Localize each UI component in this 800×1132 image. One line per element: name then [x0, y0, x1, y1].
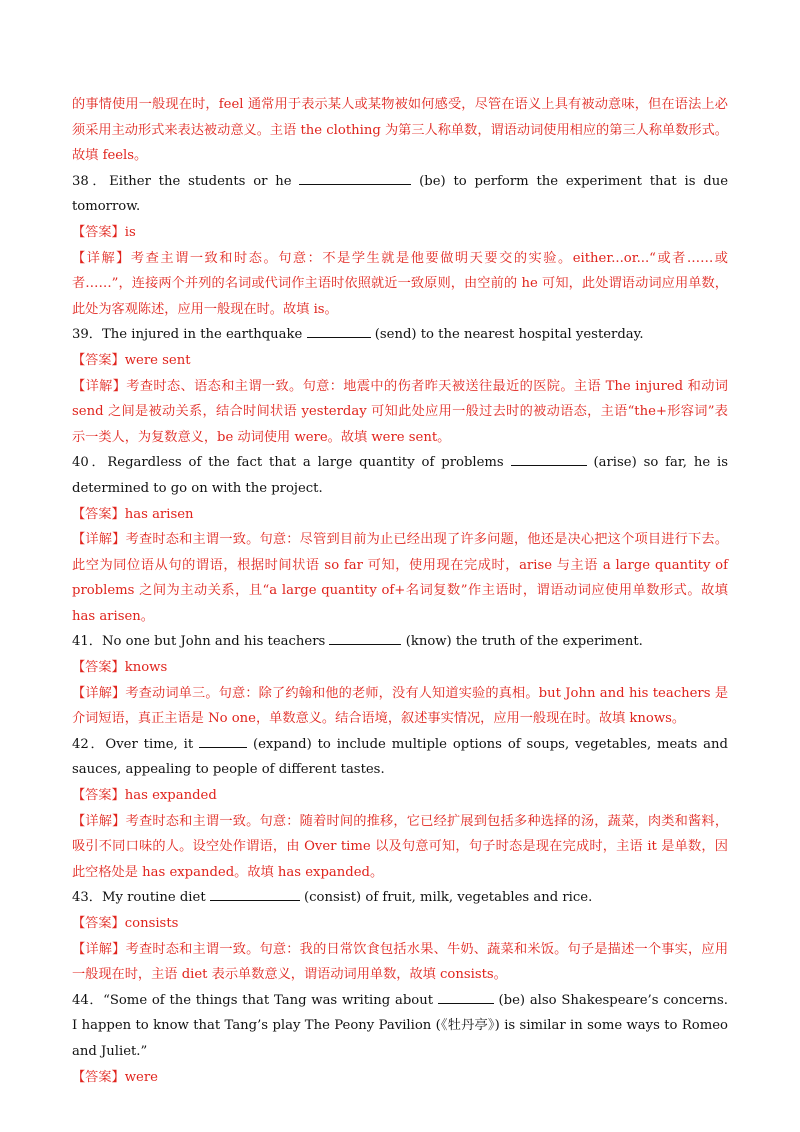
answer-line: [72, 783, 728, 809]
question-text-before: Regardless of the fact that a large quantity of problems: [107, 455, 504, 471]
question-44: [72, 988, 728, 1065]
answer-blank[interactable]: [299, 172, 411, 185]
answer-value: knows: [124, 660, 168, 676]
detail-label: 【详解】: [72, 532, 126, 548]
answer-value: has expanded: [124, 788, 217, 804]
question-number: 38．: [72, 173, 110, 189]
answer-line: [72, 348, 728, 374]
question-text-after: (be) also Shakespeare’s concerns. I happen to know that Tang’s play The Peony Pavilion (《牡丹亭》) is similar in some ways to Romeo and Juliet.”: [72, 992, 729, 1059]
question-number: 44．: [72, 992, 104, 1008]
question-text-after: (arise) so far, he is determined to go on with the project.: [72, 455, 729, 496]
answer-label: 【答案】: [72, 352, 125, 368]
answer-line: [72, 655, 728, 681]
question-list: [72, 169, 728, 1090]
answer-label: 【答案】: [72, 660, 125, 676]
question-number: 43．: [72, 890, 102, 906]
detail-text: 考查动词单三。句意：除了约翰和他的老师，没有人知道实验的真相。but John and his teachers 是介词短语，真正主语是 No one，单数意义。结合语境，叙述事实情况，应用一般现在时。故填 knows。: [72, 685, 729, 727]
document-page: [72, 92, 728, 1090]
answer-line: [72, 502, 728, 528]
detail-label: 【详解】: [72, 941, 126, 957]
answer-value: were: [124, 1069, 158, 1085]
question-41: [72, 629, 728, 655]
intro-explanation: 的事情使用一般现在时，feel 通常用于表示某人或某物被如何感受，尽管在语义上具有被动意味，但在语法上必须采用主动形式来表达被动意义。主语 the clothing 为第三人称单数，谓语动词使用相应的第三人称单数形式。故填 feels。: [72, 97, 728, 164]
answer-label: 【答案】: [72, 506, 125, 522]
detail-explanation: [72, 246, 728, 323]
question-43: [72, 885, 728, 911]
answer-label: 【答案】: [72, 1069, 125, 1085]
answer-label: 【答案】: [72, 788, 125, 804]
question-text-after: (know) the truth of the experiment.: [405, 634, 643, 650]
detail-text: 考查时态和主谓一致。句意：我的日常饮食包括水果、牛奶、蔬菜和米饭。句子是描述一个事实，应用一般现在时，主语 diet 表示单数意义，谓语动词用单数，故填 consists。: [72, 941, 729, 983]
detail-text: 考查时态和主谓一致。句意：尽管到目前为止已经出现了许多问题，他还是决心把这个项目进行下去。此空为同位语从句的谓语，根据时间状语 so far 可知，使用现在完成时，arise 与主语 a large quantity of problems 之间为主动关系，且“a large quantity of+名词复数”作主语时，谓语动词应使用单数形式。故填 has arisen。: [72, 532, 729, 624]
detail-text: 考查时态、语态和主谓一致。句意：地震中的伤者昨天被送往最近的医院。主语 The injured 和动词 send 之间是被动关系，结合时间状语 yesterday 可知此处应用一般过去时的被动语态，主语“the+形容词”表示一类人，为复数意义，be 动词使用 were。故填 were sent。: [72, 378, 728, 445]
detail-explanation: [72, 681, 728, 732]
answer-blank[interactable]: [199, 735, 247, 748]
question-text-before: Over time, it: [105, 736, 194, 752]
answer-blank[interactable]: [307, 325, 371, 338]
question-42: [72, 732, 728, 783]
question-text-after: (be) to perform the experiment that is due tomorrow.: [72, 173, 728, 215]
answer-value: has arisen: [124, 506, 194, 522]
answer-line: [72, 1065, 728, 1091]
detail-label: 【详解】: [72, 250, 131, 266]
detail-explanation: [72, 937, 728, 988]
detail-label: 【详解】: [72, 685, 126, 701]
answer-value: is: [124, 224, 136, 240]
detail-explanation: [72, 809, 728, 886]
answer-line: [72, 911, 728, 937]
detail-text: 考查时态和主谓一致。句意：随着时间的推移，它已经扩展到包括多种选择的汤，蔬菜，肉类和酱料，吸引不同口味的人。设空处作谓语，由 Over time 以及句意可知，句子时态是现在完成时，主语 it 是单数，因此空格处是 has expanded。故填 has expanded。: [72, 813, 729, 880]
question-number: 40．: [72, 455, 108, 471]
answer-value: were sent: [124, 352, 191, 368]
question-text-after: (expand) to include multiple options of soups, vegetables, meats and sauces, appealing to people of different tastes.: [72, 736, 728, 778]
answer-label: 【答案】: [72, 224, 125, 240]
question-number: 39．: [72, 327, 102, 343]
answer-blank[interactable]: [438, 991, 494, 1004]
detail-explanation: [72, 374, 728, 451]
detail-explanation: [72, 527, 728, 629]
question-40: [72, 450, 728, 501]
answer-blank[interactable]: [511, 453, 587, 466]
detail-label: 【详解】: [72, 813, 126, 829]
question-text-before: No one but John and his teachers: [101, 634, 326, 650]
detail-text: 考查主谓一致和时态。句意：不是学生就是他要做明天要交的实验。either...or...“或者……或者……”，连接两个并列的名词或代词作主语时依照就近一致原则，由空前的 he 可知，此处谓语动词应用单数，此处为客观陈述，应用一般现在时。故填 is。: [72, 250, 728, 317]
question-text-before: “Some of the things that Tang was writing about: [103, 992, 433, 1008]
question-text-after: (consist) of fruit, milk, vegetables and rice.: [304, 890, 593, 906]
question-38: [72, 169, 728, 220]
answer-label: 【答案】: [72, 916, 125, 931]
question-text-before: My routine diet: [101, 890, 206, 906]
question-text-after: (send) to the nearest hospital yesterday.: [374, 327, 644, 343]
question-number: 42．: [72, 736, 106, 752]
question-39: [72, 322, 728, 348]
detail-label: 【详解】: [72, 378, 127, 394]
answer-blank[interactable]: [210, 888, 300, 901]
answer-line: [72, 220, 728, 246]
question-text-before: The injured in the earthquake: [101, 327, 303, 343]
question-number: 41．: [72, 634, 102, 650]
question-text-before: Either the students or he: [109, 173, 292, 189]
answer-blank[interactable]: [329, 632, 401, 645]
answer-value: consists: [124, 916, 179, 931]
